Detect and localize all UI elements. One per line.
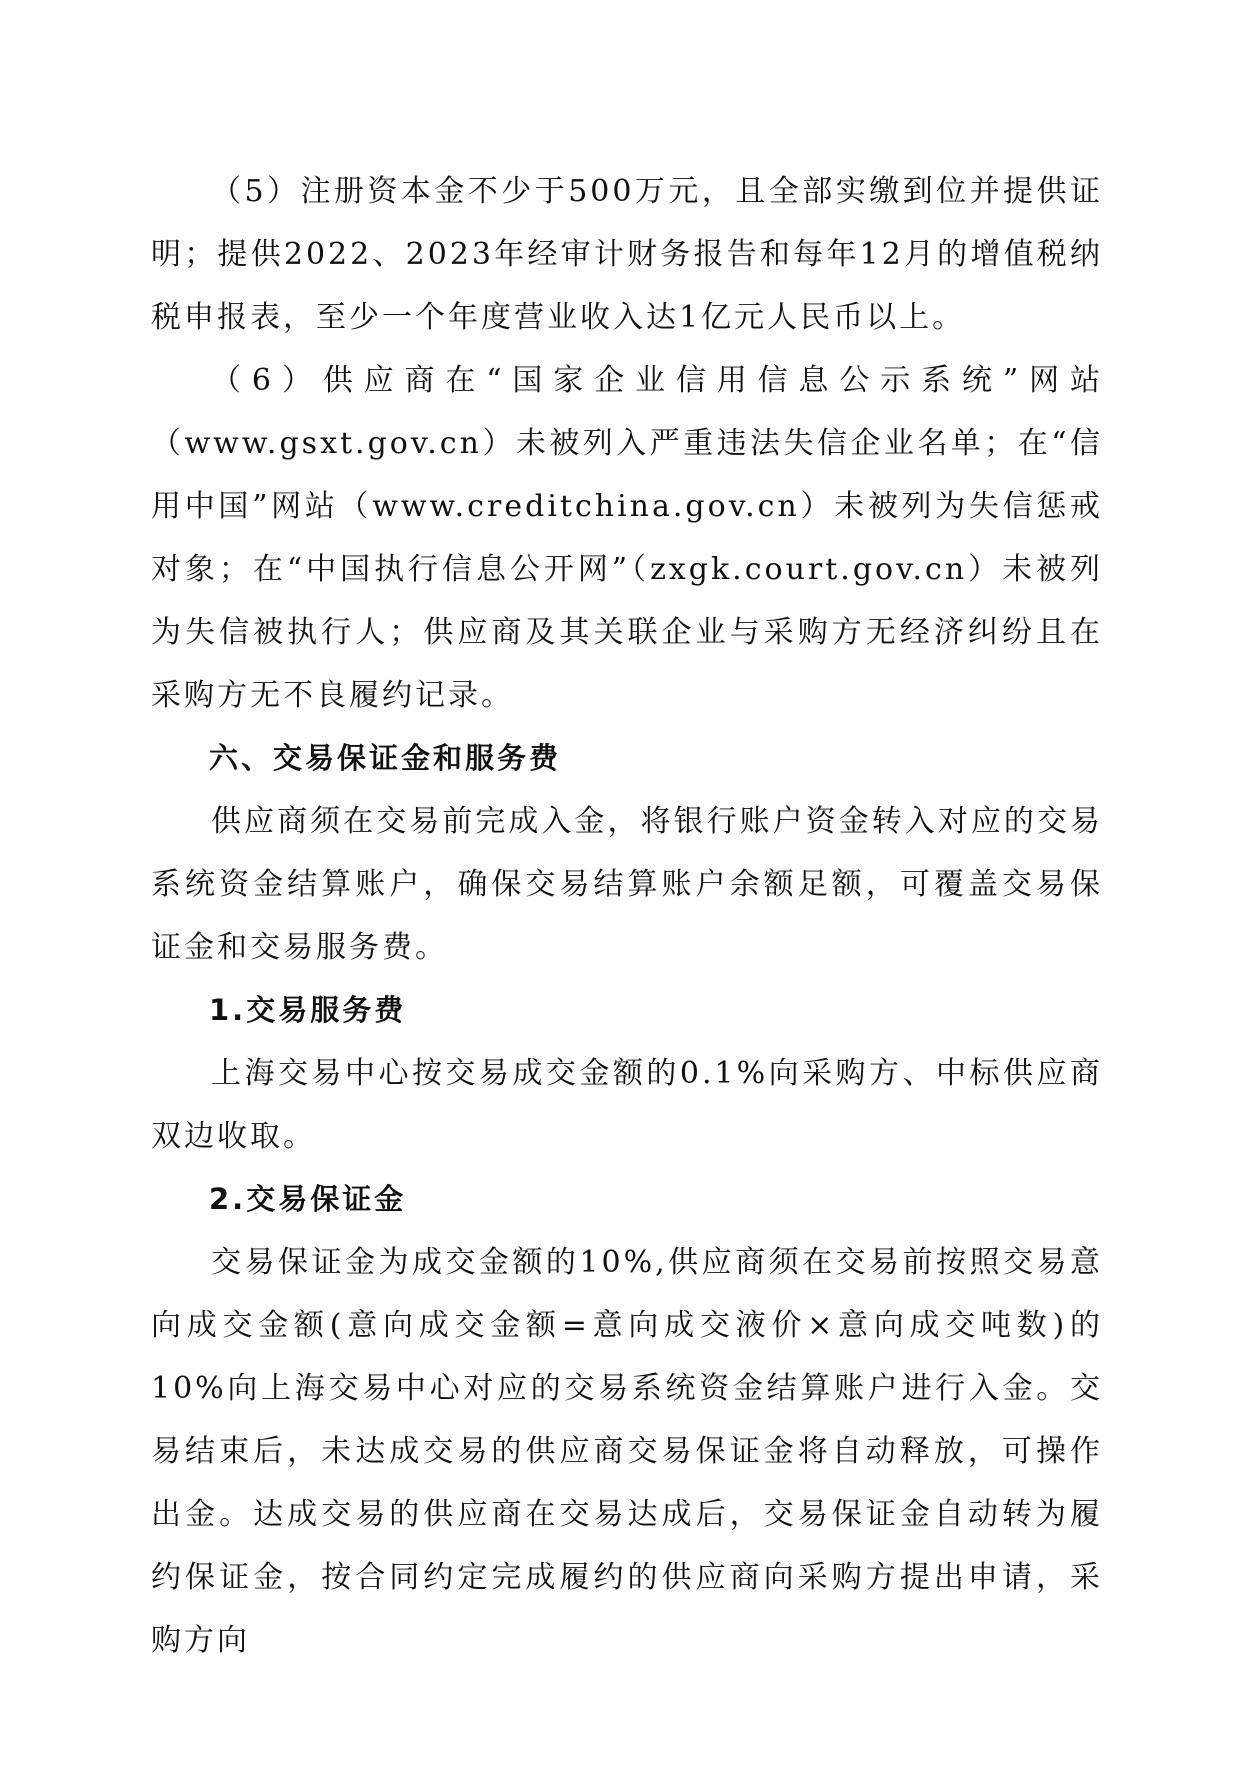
paragraph-requirement-5: （5）注册资本金不少于500万元，且全部实缴到位并提供证明；提供2022、2023年经审计财务报告和每年12月的增值税纳税申报表，至少一个年度营业收入达1亿元人民币以上。 <box>151 174 1103 335</box>
document-body <box>151 160 1103 1672</box>
deposit-paragraph: 交易保证金为成交金额的10%,供应商须在交易前按照交易意向成交金额(意向成交金额=意向成交液价×意向成交吨数)的10%向上海交易中心对应的交易系统资金结算账户进行入金。交易结束后，未达成交易的供应商交易保证金将自动释放，可操作出金。达成交易的供应商在交易达成后，交易保证金自动转为履约保证金，按合同约定完成履约的供应商向采购方提出申请，采购方向 <box>151 1245 1103 1658</box>
service-fee-paragraph: 上海交易中心按交易成交金额的0.1%向采购方、中标供应商双边收取。 <box>151 1056 1103 1154</box>
section-heading: 六、交易保证金和服务费 <box>209 741 562 775</box>
section-intro-paragraph: 供应商须在交易前完成入金，将银行账户资金转入对应的交易系统资金结算账户，确保交易结算账户余额足额，可覆盖交易保证金和交易服务费。 <box>151 804 1103 965</box>
paragraph-requirement-6: （6）供应商在“国家企业信用信息公示系统”网站（www.gsxt.gov.cn）未被列入严重违法失信企业名单；在“信用中国”网站（www.creditchina.gov.cn）未被列为失信惩戒对象；在“中国执行信息公开网”（zxgk.court.gov.cn）未被列为失信被执行人；供应商及其关联企业与采购方无经济纠纷且在采购方无不良履约记录。 <box>151 363 1103 713</box>
sub-heading-deposit: 2.交易保证金 <box>209 1182 407 1216</box>
sub-heading-service-fee: 1.交易服务费 <box>209 993 407 1027</box>
